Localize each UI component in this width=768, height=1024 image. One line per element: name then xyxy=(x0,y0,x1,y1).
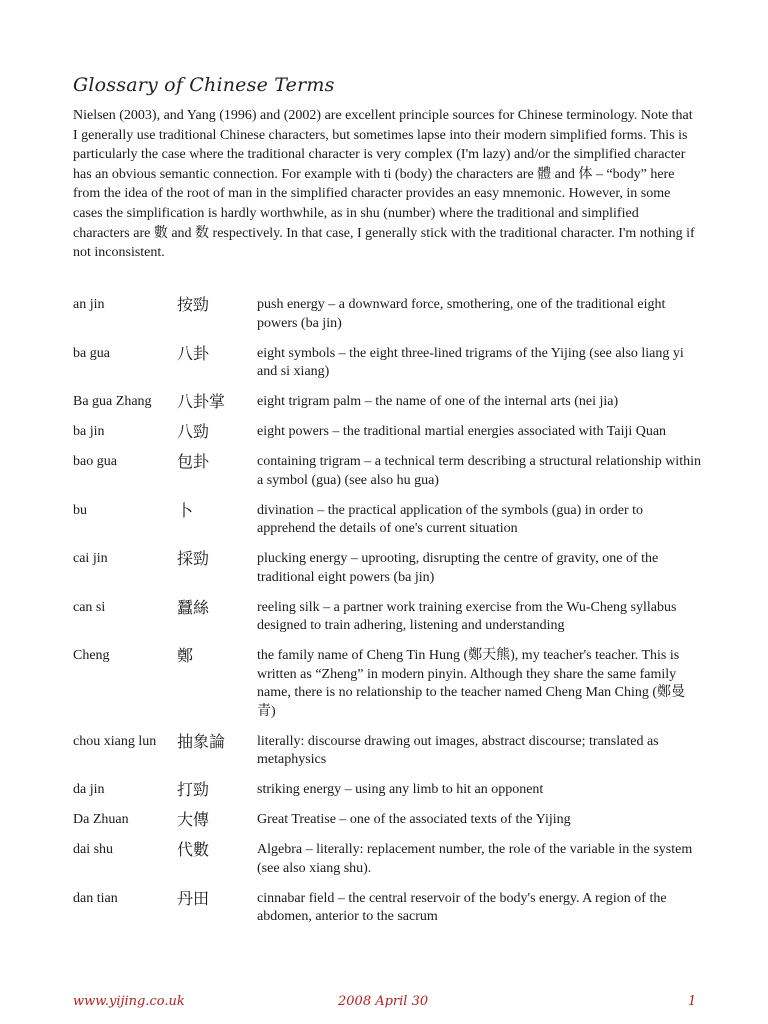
glossary-entry xyxy=(73,502,703,539)
glossary-definition: eight symbols – the eight three-lined trigrams of the Yijing (see also liang yi and si xiang) xyxy=(257,345,684,379)
glossary-definition: literally: discourse drawing out images, abstract discourse; translated as metaphysics xyxy=(257,733,659,767)
glossary-term: bu xyxy=(73,502,87,518)
glossary-term: an jin xyxy=(73,297,105,312)
glossary-entry xyxy=(73,890,703,927)
glossary-hanzi: 八卦 xyxy=(177,343,210,363)
glossary-term: chou xiang lun xyxy=(73,733,157,749)
glossary-term: ba jin xyxy=(73,424,105,439)
glossary-term: Ba gua Zhang xyxy=(73,394,152,409)
glossary-entry xyxy=(73,550,703,587)
glossary-term: cai jin xyxy=(73,551,108,566)
glossary-hanzi: 鄭 xyxy=(177,646,194,665)
glossary-term: Cheng xyxy=(73,648,110,663)
intro-paragraph: Nielsen (2003), and Yang (1996) and (2002) are excellent principle sources for Chinese terminology. Note that I generally use traditional Chinese characters, but sometimes lapse into their modern simplified forms. This is particularly the case where the traditional character is very complex (I'm lazy) and/or the simplified character has an obvious semantic connection. For example with ti (body) the characters are 體 and 体 – “body” here from the idea of the root of man in the simplified character provides an easy mnemonic. However, in some cases the simplification is hardly worthwhile, as in shu (number) where the traditional and simplified characters are 數 and 数 respectively. In that case, I generally stick with the traditional character. I'm nothing if not inconsistent. xyxy=(73,108,695,261)
glossary-definition: eight powers – the traditional martial energies associated with Taiji Quan xyxy=(257,424,667,439)
glossary-hanzi: 卜 xyxy=(177,500,194,520)
glossary-entry xyxy=(73,453,703,490)
glossary-hanzi: 按勁 xyxy=(177,295,210,314)
glossary-term: Da Zhuan xyxy=(73,812,129,827)
glossary-entry xyxy=(73,423,703,442)
glossary-entry xyxy=(73,345,703,382)
glossary-entry xyxy=(73,647,703,721)
glossary-hanzi: 八卦掌 xyxy=(177,392,226,411)
glossary-list xyxy=(73,296,703,938)
glossary-definition: push energy – a downward force, smothering, one of the traditional eight powers (ba jin) xyxy=(257,297,666,331)
glossary-term: ba gua xyxy=(73,345,110,361)
glossary-hanzi: 蠶絲 xyxy=(177,597,210,617)
glossary-definition: the family name of Cheng Tin Hung (鄭天熊), my teacher's teacher. This is written as “Zheng” in modern pinyin. Although they share the same family name, there is no relationship to the teacher named Cheng Man Ching (鄭曼青) xyxy=(257,648,686,719)
glossary-entry xyxy=(73,393,703,412)
footer-page-number: 1 xyxy=(688,994,697,1009)
glossary-definition: reeling silk – a partner work training exercise from the Wu-Cheng syllabus designed to train adhering, listening and understanding xyxy=(257,599,677,633)
glossary-entry xyxy=(73,733,703,770)
glossary-definition: Great Treatise – one of the associated texts of the Yijing xyxy=(257,812,571,827)
glossary-entry xyxy=(73,811,703,830)
page-footer xyxy=(0,994,768,1014)
glossary-entry xyxy=(73,296,703,333)
glossary-hanzi: 抽象論 xyxy=(177,731,226,751)
glossary-definition: containing trigram – a technical term describing a structural relationship within a symbol (gua) (see also hu gua) xyxy=(257,454,701,488)
glossary-hanzi: 大傳 xyxy=(177,810,210,829)
glossary-hanzi: 包卦 xyxy=(177,452,210,471)
glossary-hanzi: 打勁 xyxy=(177,780,210,799)
glossary-hanzi: 丹田 xyxy=(177,888,210,908)
footer-date: 2008 April 30 xyxy=(338,994,429,1009)
glossary-definition: striking energy – using any limb to hit an opponent xyxy=(257,782,544,797)
footer-website-link[interactable]: www.yijing.co.uk xyxy=(73,994,185,1009)
glossary-term: bao gua xyxy=(73,454,117,469)
glossary-entry xyxy=(73,781,703,800)
glossary-term: dai shu xyxy=(73,842,114,857)
glossary-hanzi: 八勁 xyxy=(177,422,210,441)
glossary-definition: plucking energy – uprooting, disrupting the centre of gravity, one of the traditional eight powers (ba jin) xyxy=(257,551,659,585)
glossary-definition: Algebra – literally: replacement number, the role of the variable in the system (see also xiang shu). xyxy=(257,842,693,876)
glossary-entry xyxy=(73,599,703,636)
glossary-definition: divination – the practical application of the symbols (gua) in order to apprehend the details of one's current situation xyxy=(257,502,644,536)
glossary-term: dan tian xyxy=(73,890,118,906)
glossary-definition: eight trigram palm – the name of one of the internal arts (nei jia) xyxy=(257,394,619,409)
glossary-term: can si xyxy=(73,599,106,615)
glossary-definition: cinnabar field – the central reservoir of the body's energy. A region of the abdomen, anterior to the sacrum xyxy=(257,890,667,924)
glossary-hanzi: 代數 xyxy=(177,840,210,859)
page-title: Glossary of Chinese Terms xyxy=(73,74,335,96)
glossary-term: da jin xyxy=(73,782,105,797)
glossary-hanzi: 採勁 xyxy=(177,549,210,568)
glossary-entry xyxy=(73,841,703,878)
